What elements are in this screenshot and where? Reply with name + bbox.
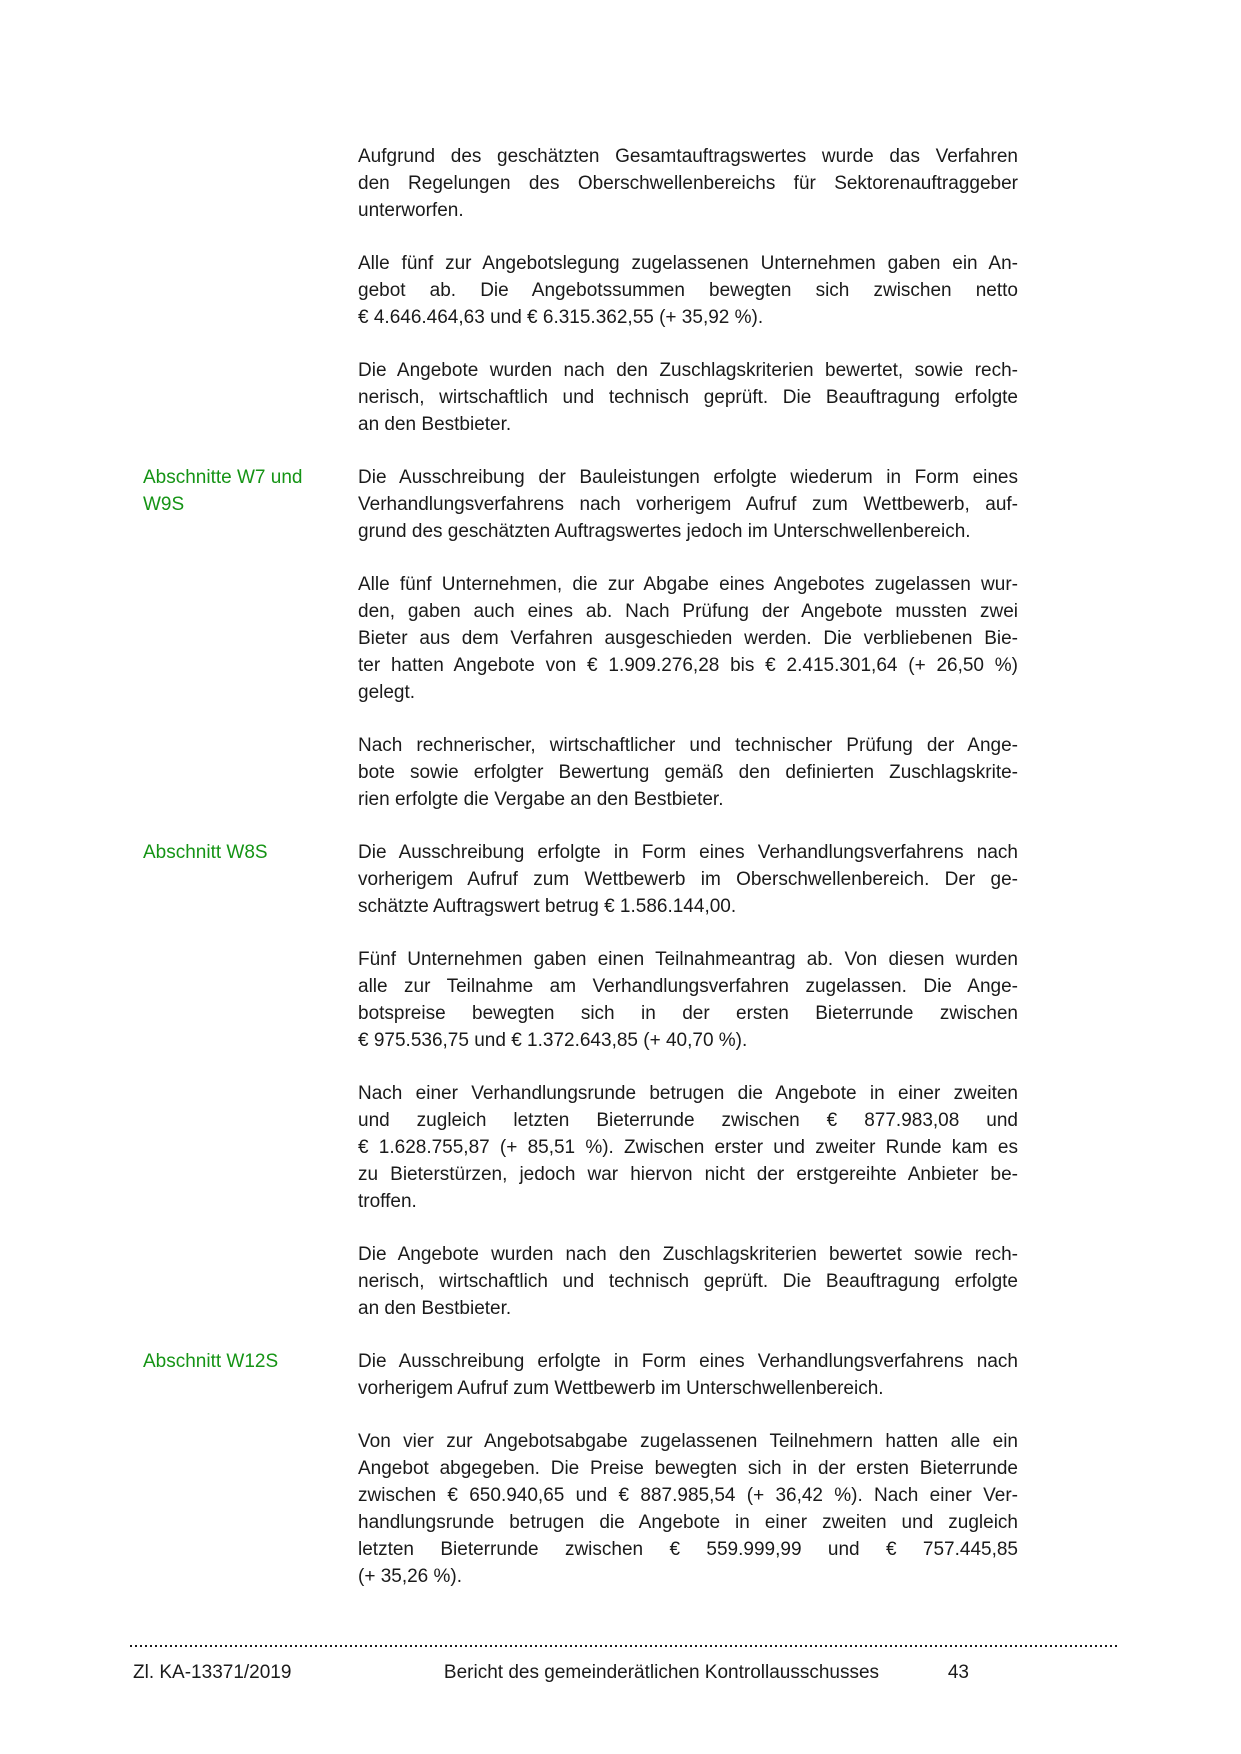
text-line: gebot ab. Die Angebotssummen bewegten sich zwischen netto <box>358 280 1018 301</box>
text-line: Die Ausschreibung erfolgte in Form eines Verhandlungsverfahrens nach <box>358 842 1018 863</box>
text-line: Die Ausschreibung erfolgte in Form eines Verhandlungsverfahrens nach <box>358 1351 1018 1372</box>
text-line: vorherigem Aufruf zum Wettbewerb im Oberschwellenbereich. Der ge- <box>358 869 1018 890</box>
footer-page-number: 43 <box>947 1662 969 1683</box>
footer-reference: Zl. KA-13371/2019 <box>133 1662 292 1683</box>
paragraph <box>358 357 1018 438</box>
section-content <box>358 839 1018 1348</box>
section-label: Abschnitte W7 und W9S <box>143 467 303 515</box>
text-line: Nach einer Verhandlungsrunde betrugen die Angebote in einer zweiten <box>358 1083 1018 1104</box>
text-line: € 975.536,75 und € 1.372.643,85 (+ 40,70 %). <box>358 1030 748 1051</box>
text-line: Bieter aus dem Verfahren ausgeschieden werden. Die verbliebenen Bie- <box>358 628 1018 649</box>
text-line: Die Angebote wurden nach den Zuschlagskriterien bewertet, sowie rech- <box>358 360 1018 381</box>
paragraph <box>358 1080 1018 1215</box>
text-line: zwischen € 650.940,65 und € 887.985,54 (+ 36,42 %). Nach einer Ver- <box>358 1485 1018 1506</box>
text-line: Die Angebote wurden nach den Zuschlagskriterien bewertet sowie rech- <box>358 1244 1018 1265</box>
text-line: Nach rechnerischer, wirtschaftlicher und technischer Prüfung der Ange- <box>358 735 1018 756</box>
text-line: letzten Bieterrunde zwischen € 559.999,99 und € 757.445,85 <box>358 1539 1018 1560</box>
text-line: bote sowie erfolgter Bewertung gemäß den definierten Zuschlagskrite- <box>358 762 1018 783</box>
text-line: Fünf Unternehmen gaben einen Teilnahmeantrag ab. Von diesen wurden <box>358 949 1018 970</box>
paragraph <box>358 464 1018 545</box>
text-line: Angebot abgegeben. Die Preise bewegten sich in der ersten Bieterrunde <box>358 1458 1018 1479</box>
text-line: Von vier zur Angebotsabgabe zugelassenen Teilnehmern hatten alle ein <box>358 1431 1018 1452</box>
document-body <box>143 143 1018 1616</box>
footer-row <box>130 1661 1117 1685</box>
text-line: troffen. <box>358 1191 417 1212</box>
section-content <box>358 464 1018 839</box>
text-line: den, gaben auch eines ab. Nach Prüfung der Angebote mussten zwei <box>358 601 1018 622</box>
text-line: gelegt. <box>358 682 416 703</box>
footer-title: Bericht des gemeinderätlichen Kontrollausschusses <box>443 1662 880 1683</box>
footer-divider <box>130 1645 1117 1647</box>
text-line: vorherigem Aufruf zum Wettbewerb im Unterschwellenbereich. <box>358 1378 884 1399</box>
paragraph <box>358 732 1018 813</box>
text-line: ter hatten Angebote von € 1.909.276,28 bis € 2.415.301,64 (+ 26,50 %) <box>358 655 1018 676</box>
text-line: € 4.646.464,63 und € 6.315.362,55 (+ 35,92 %). <box>358 307 764 328</box>
text-line: handlungsrunde betrugen die Angebote in einer zweiten und zugleich <box>358 1512 1018 1533</box>
paragraph <box>358 250 1018 331</box>
text-line: grund des geschätzten Auftragswertes jedoch im Unterschwellenbereich. <box>358 521 971 542</box>
text-line: botspreise bewegten sich in der ersten Bieterrunde zwischen <box>358 1003 1018 1024</box>
text-line: alle zur Teilnahme am Verhandlungsverfahren zugelassen. Die Ange- <box>358 976 1018 997</box>
section-label: Abschnitt W12S <box>143 1351 279 1372</box>
section-row <box>143 464 1018 839</box>
text-line: € 1.628.755,87 (+ 85,51 %). Zwischen erster und zweiter Runde kam es <box>358 1137 1018 1158</box>
text-line: Verhandlungsverfahrens nach vorherigem Aufruf zum Wettbewerb, auf- <box>358 494 1018 515</box>
text-line: Alle fünf Unternehmen, die zur Abgabe eines Angebotes zugelassen wur- <box>358 574 1018 595</box>
text-line: Die Ausschreibung der Bauleistungen erfolgte wiederum in Form eines <box>358 467 1018 488</box>
text-line: den Regelungen des Oberschwellenbereichs für Sektorenauftraggeber <box>358 173 1018 194</box>
paragraph <box>358 839 1018 920</box>
paragraph <box>358 1428 1018 1590</box>
section-label: Abschnitt W8S <box>143 842 268 863</box>
text-line: (+ 35,26 %). <box>358 1566 463 1587</box>
text-line: nerisch, wirtschaftlich und technisch geprüft. Die Beauftragung erfolgte <box>358 1271 1018 1292</box>
text-line: Alle fünf zur Angebotslegung zugelassenen Unternehmen gaben ein An- <box>358 253 1018 274</box>
section-row <box>143 839 1018 1348</box>
text-line: zu Bieterstürzen, jedoch war hiervon nicht der erstgereihte Anbieter be- <box>358 1164 1018 1185</box>
paragraph <box>358 1348 1018 1402</box>
section-row <box>143 1348 1018 1616</box>
text-line: und zugleich letzten Bieterrunde zwischen € 877.983,08 und <box>358 1110 1018 1131</box>
text-line: an den Bestbieter. <box>358 1298 512 1319</box>
paragraph <box>358 571 1018 706</box>
text-line: rien erfolgte die Vergabe an den Bestbieter. <box>358 789 724 810</box>
text-line: Aufgrund des geschätzten Gesamtauftragswertes wurde das Verfahren <box>358 146 1018 167</box>
paragraph <box>358 1241 1018 1322</box>
paragraph <box>358 946 1018 1054</box>
text-line: schätzte Auftragswert betrug € 1.586.144,00. <box>358 896 737 917</box>
text-line: nerisch, wirtschaftlich und technisch geprüft. Die Beauftragung erfolgte <box>358 387 1018 408</box>
page-footer <box>130 1645 1117 1685</box>
section-row <box>143 143 1018 464</box>
text-line: unterworfen. <box>358 200 464 221</box>
section-content <box>358 143 1018 464</box>
section-content <box>358 1348 1018 1616</box>
paragraph <box>358 143 1018 224</box>
text-line: an den Bestbieter. <box>358 414 512 435</box>
